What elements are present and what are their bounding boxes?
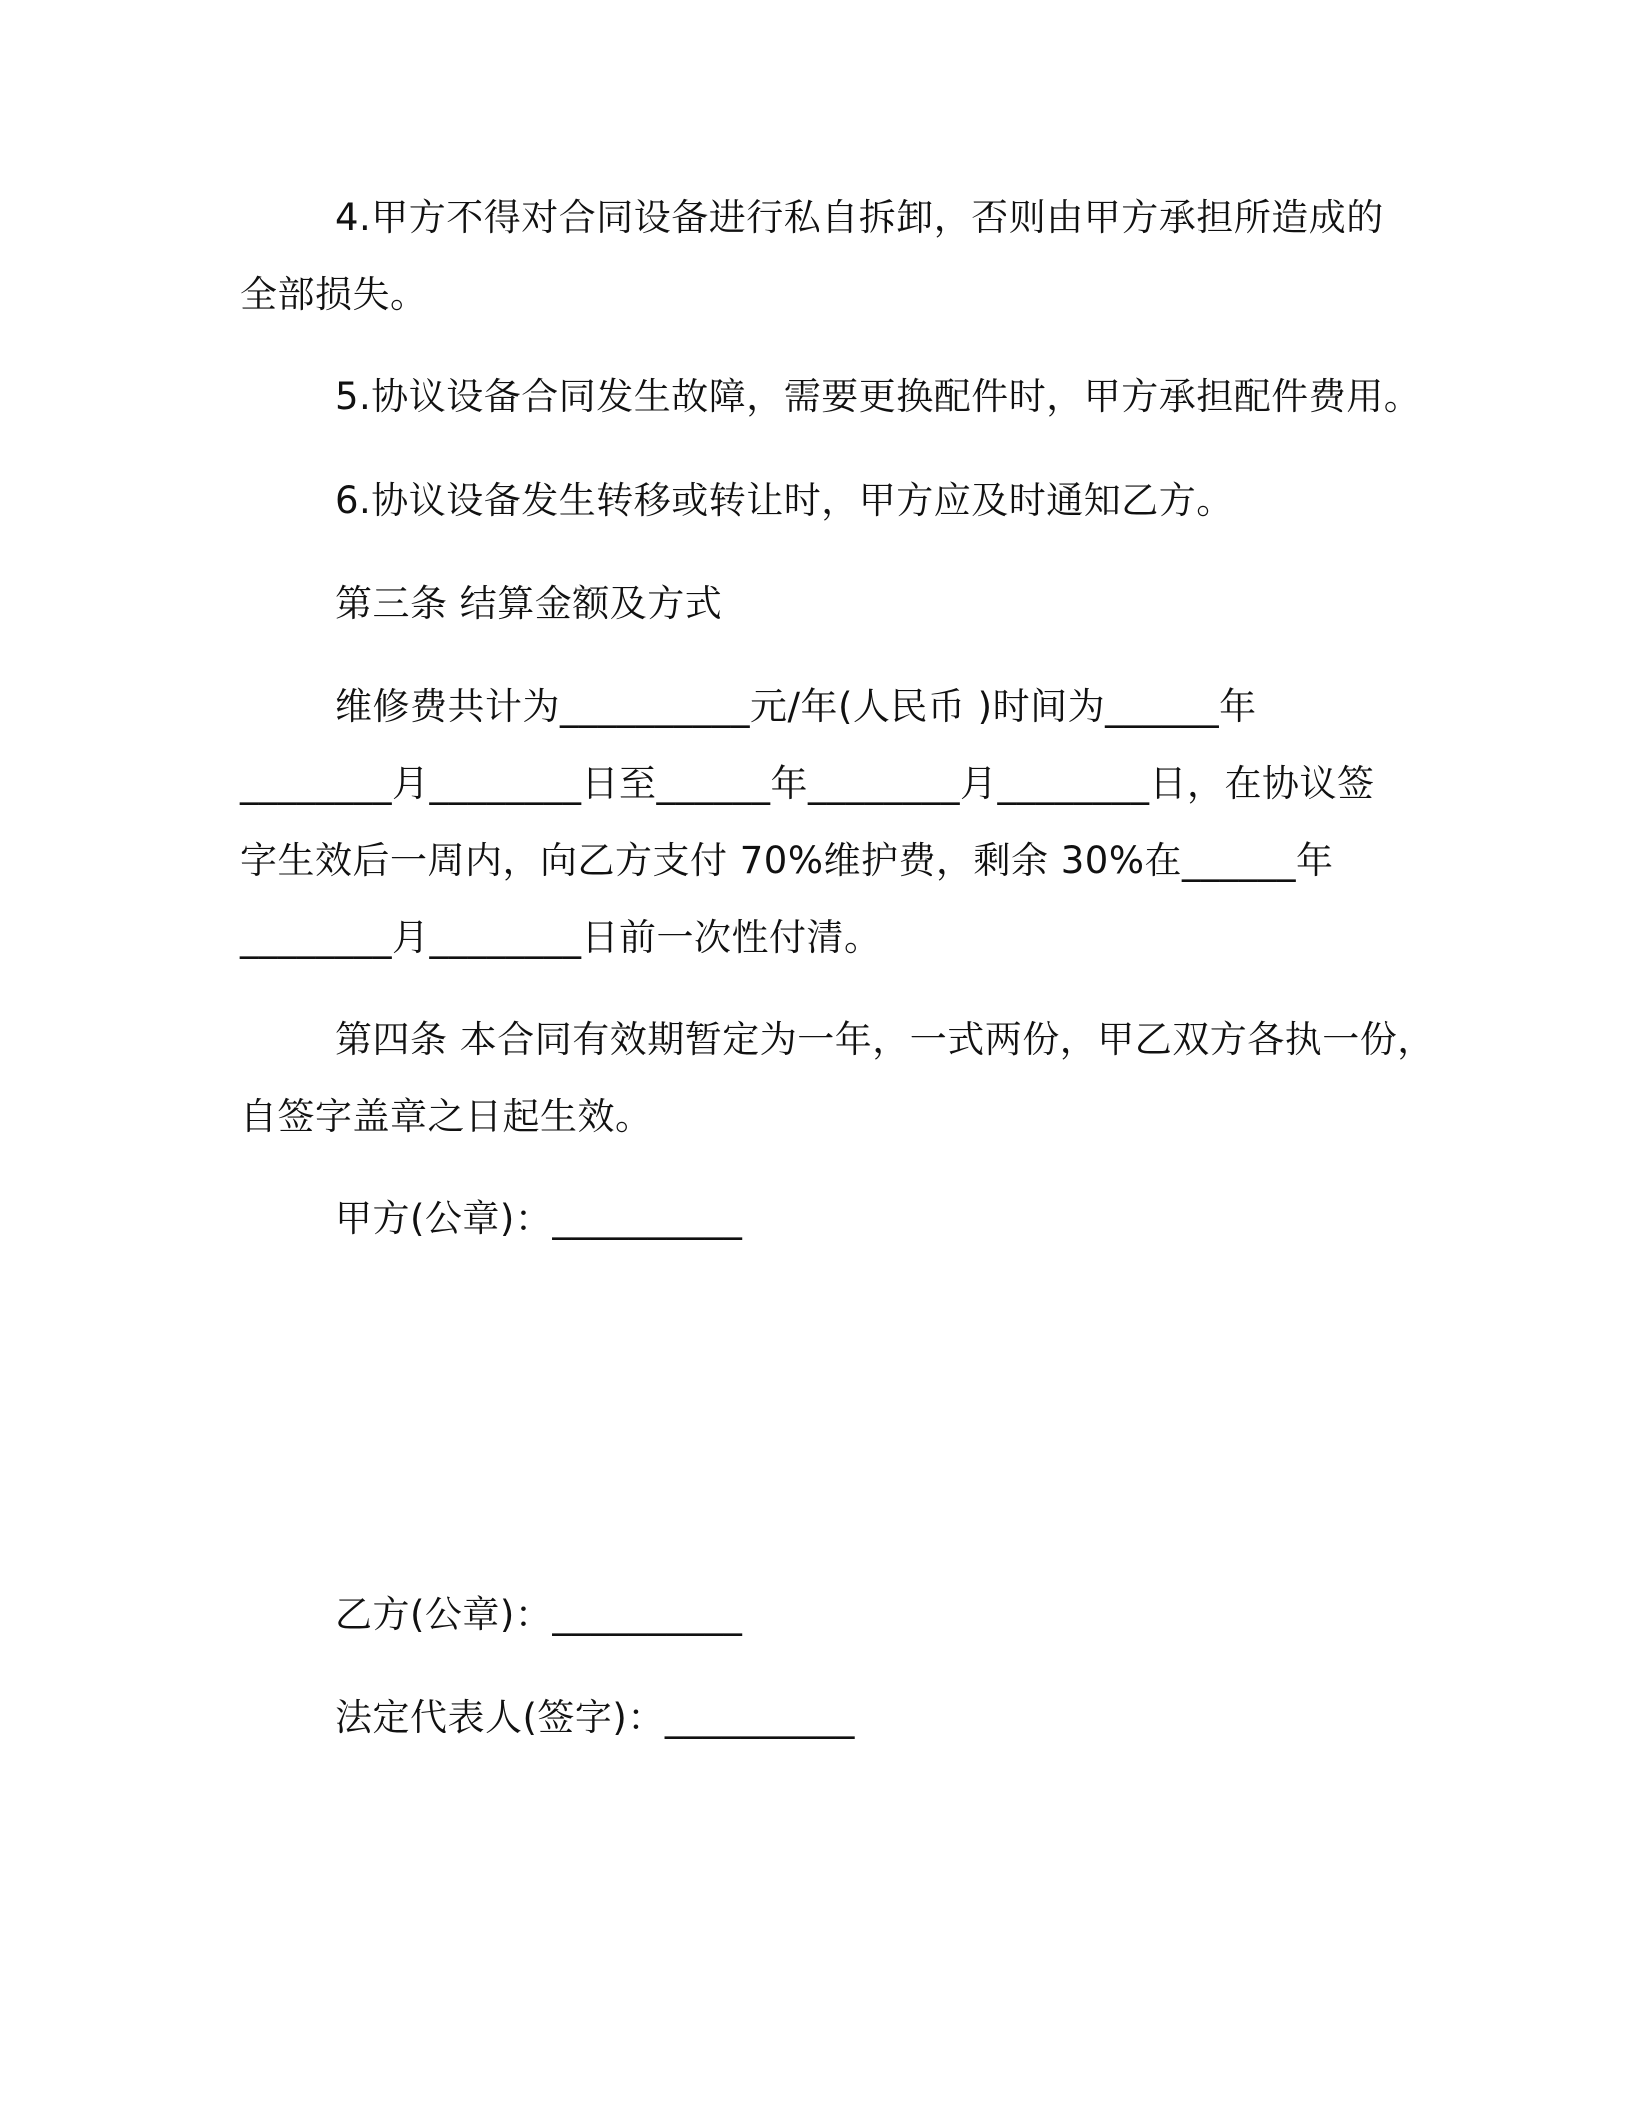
article-4-line-2: 自签字盖章之日起生效。 — [240, 1095, 653, 1138]
article-4-line-1: 第四条 本合同有效期暂定为一年，一式两份，甲乙双方各执一份， — [335, 1018, 1435, 1061]
article-3-line-2: ________月________日至______年________月________日，在协议签 — [240, 762, 1375, 805]
legal-rep-signature: 法定代表人(签字)：__________ — [335, 1696, 855, 1739]
article-3-line-4: ________月________日前一次性付清。 — [240, 916, 882, 959]
party-a-seal: 甲方(公章)：__________ — [335, 1197, 743, 1240]
clause-4-line-1: 4.甲方不得对合同设备进行私自拆卸，否则由甲方承担所造成的 — [335, 196, 1384, 239]
clause-6: 6.协议设备发生转移或转让时，甲方应及时通知乙方。 — [335, 479, 1234, 522]
article-3-line-1: 维修费共计为__________元/年(人民币 )时间为______年 — [335, 685, 1257, 728]
clause-5: 5.协议设备合同发生故障，需要更换配件时，甲方承担配件费用。 — [335, 375, 1422, 418]
party-b-seal: 乙方(公章)：__________ — [335, 1593, 743, 1636]
clause-4-line-2: 全部损失。 — [240, 273, 428, 316]
article-3-heading: 第三条 结算金额及方式 — [335, 582, 723, 625]
article-3-line-3: 字生效后一周内，向乙方支付 70%维护费，剩余 30%在______年 — [240, 839, 1334, 882]
